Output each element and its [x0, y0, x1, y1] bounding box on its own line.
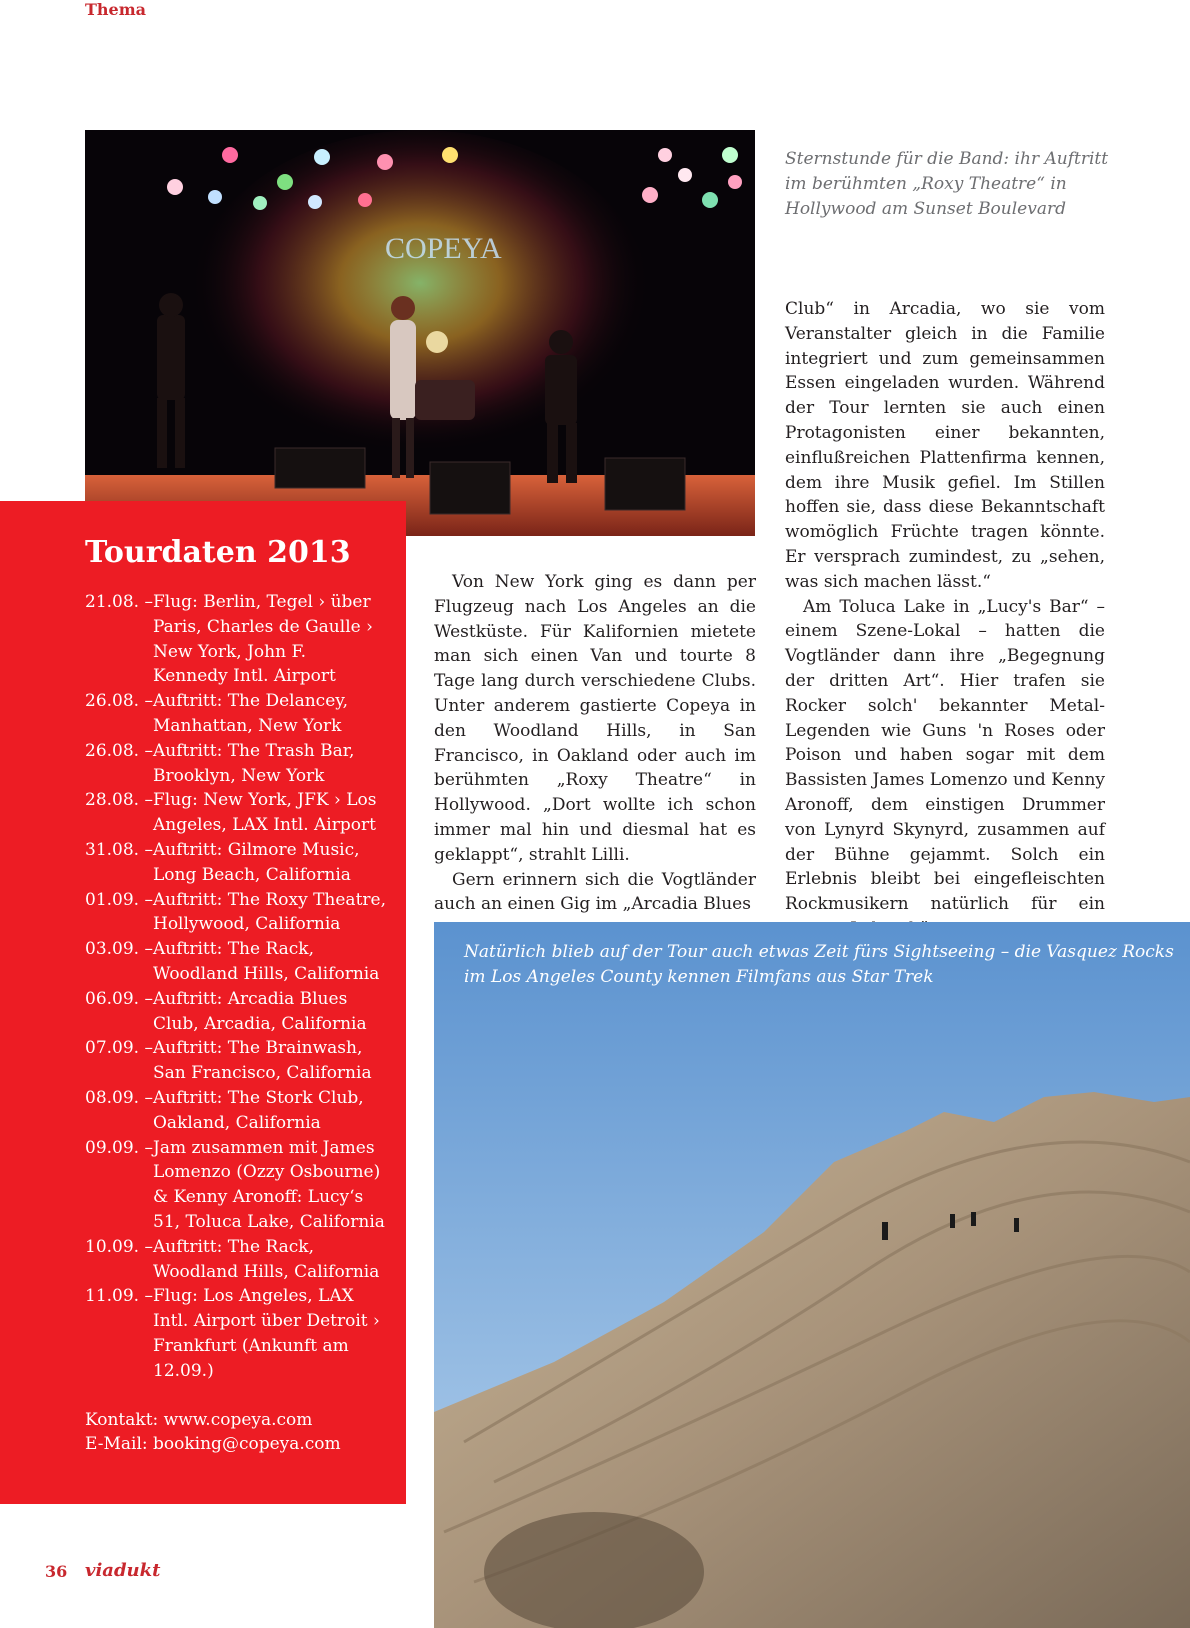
tour-event: Auftritt: The Trash Bar, Brooklyn, New York: [153, 740, 355, 786]
tour-item: [85, 590, 386, 689]
tour-date: 28.08. –: [85, 790, 153, 811]
tour-item: [85, 888, 386, 938]
tour-date: 21.08. –: [85, 592, 153, 612]
page-number: 36: [45, 1562, 68, 1581]
tour-item: [85, 1136, 386, 1235]
article-column-right: [785, 297, 1105, 942]
tour-date: 31.08. –: [85, 839, 153, 860]
rocks-landscape-illustration: [434, 922, 1190, 1628]
band-banner-text: COPEYA: [385, 232, 502, 265]
tour-item: [85, 987, 386, 1037]
tour-date: 03.09. –: [85, 939, 153, 960]
tour-date: 26.08. –: [85, 740, 153, 761]
tour-title: Tourdaten 2013: [85, 535, 351, 570]
tour-item: [85, 1086, 386, 1136]
tour-item: [85, 739, 386, 789]
contact-website: Kontakt: www.copeya.com: [85, 1409, 313, 1430]
tour-item: [85, 689, 386, 739]
tour-item: [85, 1284, 386, 1383]
tour-item: [85, 838, 386, 888]
tour-event: Auftritt: The Delancey, Manhattan, New York: [153, 691, 349, 736]
photo-caption-bottom: Natürlich blieb auf der Tour auch etwas Zeit fürs Sightseeing – die Vasquez Rocks im Los Angeles County kennen Filmfans aus Star Trek: [464, 942, 1174, 987]
photo-caption-top: Sternstunde für die Band: ihr Auftritt im berühmten „Roxy Theatre“ in Hollywood am Sunset Boulevard: [785, 149, 1109, 219]
tour-event: Auftritt: The Rack, Woodland Hills, California: [153, 939, 380, 984]
section-label: Thema: [85, 0, 147, 19]
tour-event: Auftritt: The Stork Club, Oakland, California: [153, 1087, 364, 1133]
tour-date: 07.09. –: [85, 1038, 153, 1059]
tour-event: Auftritt: The Rack, Woodland Hills, California: [153, 1236, 380, 1282]
tour-dates-box: [0, 501, 406, 1504]
tour-event: Flug: Berlin, Tegel › über Paris, Charles de Gaulle › New York, John F. Kennedy Intl. Airport: [153, 592, 373, 687]
tour-date: 01.09. –: [85, 889, 153, 910]
tour-item: [85, 1235, 386, 1285]
concert-photo: [85, 130, 755, 536]
tour-event: Auftritt: Arcadia Blues Club, Arcadia, California: [153, 988, 367, 1034]
tour-date: 10.09. –: [85, 1236, 153, 1257]
tour-item: [85, 1036, 386, 1086]
tour-event: Flug: Los Angeles, LAX Intl. Airport über Detroit › Frankfurt (Ankunft am 12.09.): [153, 1286, 380, 1381]
tour-event: Auftritt: Gilmore Music, Long Beach, California: [153, 839, 360, 885]
tour-event: Flug: New York, JFK › Los Angeles, LAX Intl. Airport: [153, 790, 377, 836]
article-paragraph: Am Toluca Lake in „Lucy's Bar“ – einem Szene-Lokal – hatten die Vogtländer dann ihre „Begegnung der dritten Art“. Hier trafen sie Rocker solch' bekannter Metal-Legenden wie Guns 'n Roses oder Poison und haben sogar mit dem Bassisten James Lomenzo und Kenny Aronoff, dem einstigen Drummer von Lynyrd Skynyrd, zusammen auf der Bühne gejammt. Solch ein Erlebnis bleibt bei eingefleischten Rockmusikern natürlich für ein: [785, 596, 1105, 915]
tour-list: [85, 590, 386, 1384]
tour-date: 09.09. –: [85, 1137, 153, 1158]
tour-item: [85, 788, 386, 838]
article-column-middle: [434, 570, 756, 917]
tour-event: Auftritt: The Brainwash, San Francisco, California: [153, 1038, 372, 1084]
tour-item: [85, 937, 386, 987]
tour-date: 26.08. –: [85, 691, 153, 712]
tour-event: Jam zusammen mit James Lomenzo (Ozzy Osbourne) & Kenny Aronoff: Lucy‘s 51, Toluca Lake, California: [153, 1137, 385, 1232]
tour-date: 08.09. –: [85, 1087, 153, 1108]
article-paragraph: Club“ in Arcadia, wo sie vom Veranstalter gleich in die Familie integriert und zum gemeinsammen Essen eingeladen wurden. Während der Tour lernten sie auch einen Protagonisten einer bekannten, einflußreichen Plattenfirma kennen, dem ihre Musik gefiel. Im Stillen hoffen sie, dass diese Bekanntschaft womöglich Früchte tragen könnte. Er versprach zumindest, zu „sehen, was sich machen lässt.“: [785, 299, 1105, 592]
magazine-name: viadukt: [85, 1560, 161, 1581]
tour-event: Auftritt: The Roxy Theatre, Hollywood, California: [153, 889, 386, 935]
contact-email: E-Mail: booking@copeya.com: [85, 1434, 341, 1455]
vasquez-rocks-photo: [434, 922, 1190, 1628]
tour-contact: [85, 1408, 386, 1458]
article-paragraph: Von New York ging es dann per Flugzeug nach Los Angeles an die Westküste. Für Kalifornien mietete man sich einen Van und tourte 8 Tage lang durch verschiedene Clubs. Unter anderem gastierte Copeya in den Woodland Hills, in San Francisco, in Oakland oder auch im berühmten „Roxy Theatre“ in Hollywood. „Dort wollte ich schon immer mal hin und diesmal hat es geklappt“, strahlt Lilli.: [434, 572, 756, 865]
concert-stage-illustration: [85, 130, 755, 536]
tour-date: 11.09. –: [85, 1286, 153, 1307]
tour-date: 06.09. –: [85, 988, 153, 1009]
article-paragraph: Gern erinnern sich die Vogtländer auch an einen Gig im „Arcadia Blues: [434, 869, 756, 915]
